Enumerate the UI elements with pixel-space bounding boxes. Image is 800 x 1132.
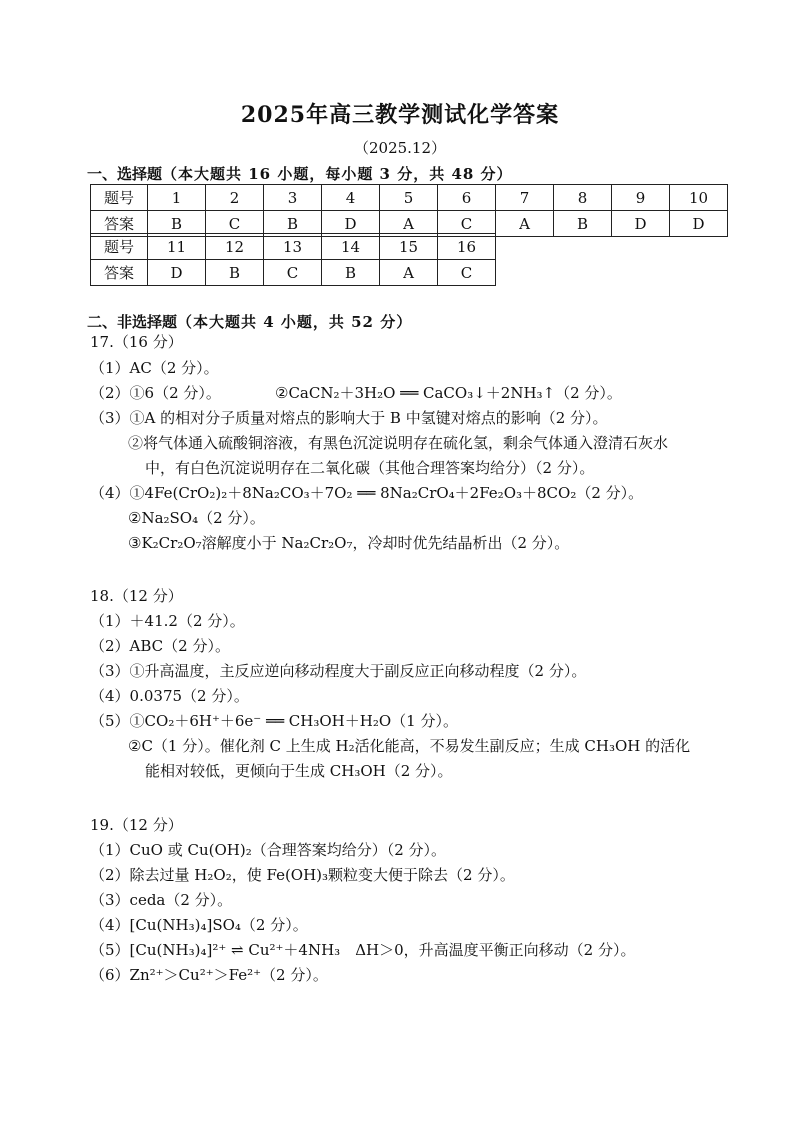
question-number: 12 [206, 234, 264, 260]
q18-line: 能相对较低，更倾向于生成 CH₃OH（2 分）。 [145, 762, 453, 780]
q19-equation: （5）[Cu(NH₃)₄]²⁺ ⇌ Cu²⁺＋4NH₃ ΔH＞0，升高温度平衡正向移动（2 分）。 [90, 941, 636, 959]
question-number: 10 [670, 185, 728, 211]
question-number: 15 [380, 234, 438, 260]
answer-cell: B [148, 211, 206, 237]
q18-line: （4）0.0375（2 分）。 [90, 687, 249, 705]
question-number: 7 [496, 185, 554, 211]
answer-cell: C [264, 260, 322, 286]
q17-line: （2）①6（2 分）。 [90, 384, 221, 402]
section2-heading [87, 311, 412, 332]
answer-cell: A [380, 260, 438, 286]
question-number: 1 [148, 185, 206, 211]
question-number: 8 [554, 185, 612, 211]
q17-line: 中，有白色沉淀说明存在二氧化碳（其他合理答案均给分）（2 分）。 [145, 459, 595, 477]
page-title: 2025年高三教学测试化学答案 [240, 102, 560, 128]
row-label: 题号 [91, 234, 148, 260]
answer-cell: D [670, 211, 728, 237]
q17-line: ③K₂Cr₂O₇溶解度小于 Na₂Cr₂O₇，冷却时优先结晶析出（2 分）。 [128, 534, 570, 552]
answer-cell: B [322, 260, 380, 286]
answer-cell: B [264, 211, 322, 237]
section2-note: （本大题共 4 小题，共 52 分） [177, 313, 413, 331]
question-number: 5 [380, 185, 438, 211]
answer-cell: D [148, 260, 206, 286]
answer-table-2 [90, 233, 496, 286]
row-label: 答案 [91, 211, 148, 237]
q17-line: ②Na₂SO₄（2 分）。 [128, 509, 265, 527]
q18-line: ②C（1 分）。催化剂 C 上生成 H₂活化能高，不易发生副反应；生成 CH₃OH 的活化 [128, 737, 691, 755]
question-number: 3 [264, 185, 322, 211]
question-number: 11 [148, 234, 206, 260]
section1-title: 一、选择题 [87, 165, 163, 183]
q19-line: （6）Zn²⁺＞Cu²⁺＞Fe²⁺（2 分）。 [90, 966, 328, 984]
answer-cell: C [438, 211, 496, 237]
answer-cell: B [554, 211, 612, 237]
question-number: 9 [612, 185, 670, 211]
answer-cell: A [380, 211, 438, 237]
section1-heading [87, 163, 513, 184]
q18-line: （3）①升高温度，主反应逆向移动程度大于副反应正向移动程度（2 分）。 [90, 662, 587, 680]
answer-cell: D [322, 211, 380, 237]
q19-line: （1）CuO 或 Cu(OH)₂（合理答案均给分）（2 分）。 [90, 841, 447, 859]
q18-equation: （5）①CO₂＋6H⁺＋6e⁻ ══ CH₃OH＋H₂O（1 分）。 [90, 712, 458, 730]
q19-line: （2）除去过量 H₂O₂，使 Fe(OH)₃颗粒变大便于除去（2 分）。 [90, 866, 515, 884]
question-number: 13 [264, 234, 322, 260]
row-label: 答案 [91, 260, 148, 286]
section2-title: 二、非选择题 [87, 313, 178, 331]
q17-line: ②将气体通入硫酸铜溶液，有黑色沉淀说明存在硫化氢，剩余气体通入澄清石灰水 [128, 434, 669, 452]
answer-table [90, 184, 728, 237]
exam-date: （2025.12） [353, 139, 447, 157]
question-number: 16 [438, 234, 496, 260]
question-number: 4 [322, 185, 380, 211]
answer-cell: A [496, 211, 554, 237]
q17-equation: ②CaCN₂＋3H₂O ══ CaCO₃↓＋2NH₃↑（2 分）。 [275, 384, 622, 402]
q19-line: （4）[Cu(NH₃)₄]SO₄（2 分）。 [90, 916, 308, 934]
question-number: 14 [322, 234, 380, 260]
q17-heading: 17.（16 分） [90, 333, 183, 351]
q17-line: （3）①A 的相对分子质量对熔点的影响大于 B 中氢键对熔点的影响（2 分）。 [90, 409, 608, 427]
q19-line: （3）ceda（2 分）。 [90, 891, 233, 909]
answer-cell: C [206, 211, 264, 237]
question-number: 6 [438, 185, 496, 211]
q17-line: （1）AC（2 分）。 [90, 359, 219, 377]
q19-heading: 19.（12 分） [90, 816, 183, 834]
q18-line: （2）ABC（2 分）。 [90, 637, 230, 655]
answer-cell: B [206, 260, 264, 286]
table-row [91, 185, 728, 211]
table-row [91, 260, 496, 286]
section1-note: （本大题共 16 小题，每小题 3 分，共 48 分） [162, 165, 513, 183]
row-label: 题号 [91, 185, 148, 211]
q17-equation: （4）①4Fe(CrO₂)₂＋8Na₂CO₃＋7O₂ ══ 8Na₂CrO₄＋2Fe₂O₃＋8CO₂（2 分）。 [90, 484, 644, 502]
answer-cell: D [612, 211, 670, 237]
question-number: 2 [206, 185, 264, 211]
answer-cell: C [438, 260, 496, 286]
q18-heading: 18.（12 分） [90, 587, 183, 605]
q18-line: （1）＋41.2（2 分）。 [90, 612, 245, 630]
table-row [91, 234, 496, 260]
